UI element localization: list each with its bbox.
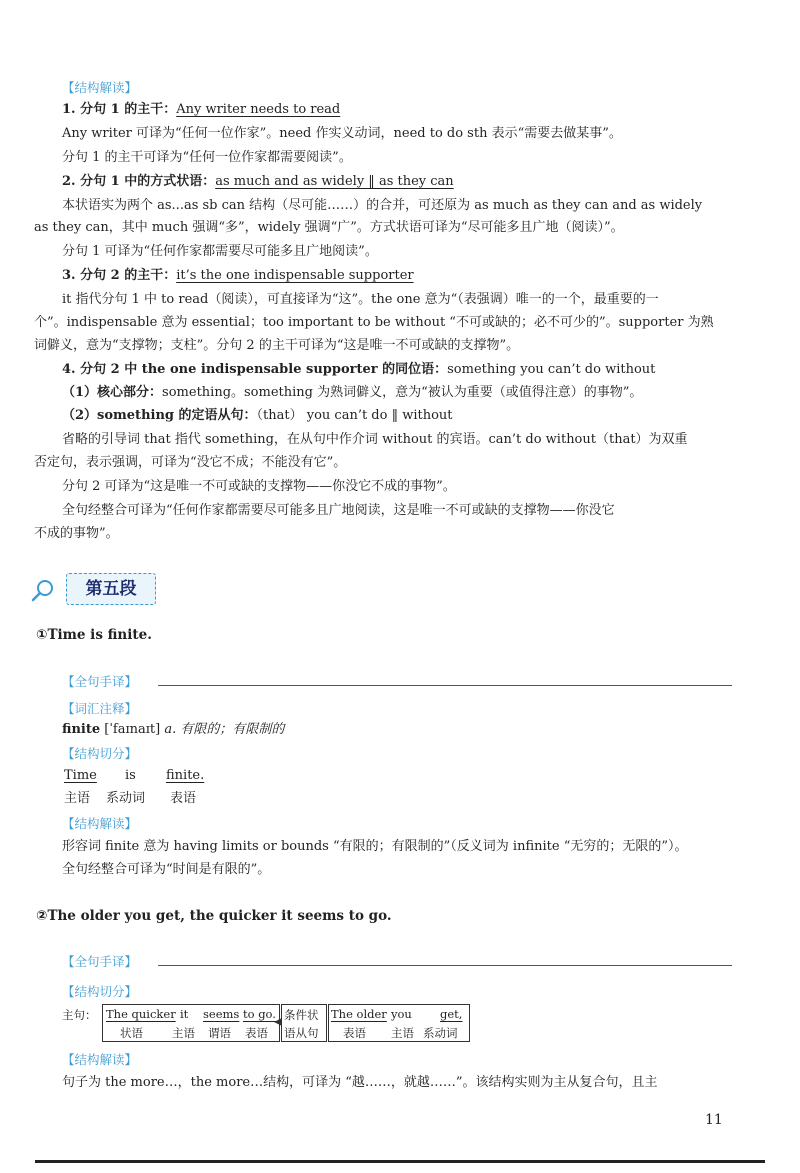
paragraph: 否定句，表示强调，可译为“没它不成；不能没有它”。 [34, 455, 347, 470]
paragraph: 个”。indispensable 意为 essential；too important to be without “不可或缺的；必不可少的”。supporter 为熟 [34, 315, 714, 330]
main-role: 表语 [245, 1026, 268, 1040]
paragraph: 不成的事物”。 [34, 526, 119, 541]
footer-rule [35, 1160, 765, 1163]
point-1-english: Any writer needs to read [176, 102, 341, 117]
main-role: 状语 [120, 1026, 143, 1040]
cut-word: Time [64, 768, 97, 783]
cut-tag: 【结构切分】 [62, 746, 138, 761]
sub-label: 语从句 [284, 1026, 319, 1040]
paragraph: 全句经整合可译为“任何作家都需要尽可能多且广地阅读，这是唯一不可或缺的支撑物——你没它 [62, 503, 615, 518]
main-word: it [180, 1007, 189, 1021]
vocab-phonetic: [ˈfaɪnaɪt] [104, 722, 161, 737]
paragraph: 句子为 the more…，the more…结构，可译为 “越……，就越……”。该结构实则为主从复合句，且主 [62, 1075, 658, 1090]
structure-reading-tag: 【结构解读】 [62, 80, 138, 95]
sub-word: The older [331, 1007, 387, 1021]
section-title: 第五段 [66, 573, 156, 605]
sentence-1 [36, 626, 152, 644]
point-4-1-heading: （1）核心部分： [62, 385, 163, 400]
main-word: seems [203, 1007, 240, 1021]
main-word: to go. [243, 1007, 276, 1021]
arrow-left-icon [274, 1018, 286, 1026]
point-4-1-text: something。something 为熟词僻义，意为“被认为重要（或值得注意）的事物”。 [162, 385, 643, 400]
point-4-2-text: （that） you can’t do ‖ without [256, 408, 453, 423]
translate-tag: 【全句手译】 [62, 954, 138, 969]
point-4-heading: 4. 分句 2 中 the one indispensable supporter 的同位语： [62, 362, 448, 377]
paragraph: 形容词 finite 意为 having limits or bounds “有限的；有限制的”（反义词为 infinite “无穷的；无限的”）。 [62, 839, 688, 854]
sub-role: 主语 [391, 1026, 414, 1040]
point-2-heading: 2. 分句 1 中的方式状语： [62, 174, 216, 189]
structure-diagram [62, 1004, 482, 1044]
vocab-definition: a. 有限的；有限制的 [164, 722, 285, 737]
translation-answer-line[interactable] [158, 965, 732, 966]
paragraph: 分句 2 可译为“这是唯一不可或缺的支撑物——你没它不成的事物”。 [62, 479, 456, 494]
section-header [30, 570, 160, 610]
paragraph: 全句经整合可译为“时间是有限的”。 [62, 862, 271, 877]
sentence-2 [36, 907, 392, 925]
point-4-2 [62, 407, 453, 425]
vocab-word: finite [62, 722, 101, 737]
cut-word: is [125, 768, 136, 783]
main-clause-label: 主句： [62, 1008, 97, 1022]
structure-reading-tag: 【结构解读】 [62, 1052, 138, 1067]
paragraph: 分句 1 的主干可译为“任何一位作家都需要阅读”。 [62, 150, 352, 165]
cut-role: 系动词 [106, 791, 146, 806]
point-4-tail: something you can’t do without [447, 362, 656, 377]
point-4-2-heading: （2）something 的定语从句： [62, 408, 257, 423]
main-word: The quicker [106, 1007, 176, 1021]
main-role: 主语 [172, 1026, 195, 1040]
paragraph: Any writer 可译为“任何一位作家”。need 作实义动词，need to do sth 表示“需要去做某事”。 [62, 126, 622, 141]
translation-answer-line[interactable] [158, 685, 732, 686]
structure-reading-tag: 【结构解读】 [62, 816, 138, 831]
sub-role: 系动词 [423, 1026, 458, 1040]
vocab-entry [62, 721, 284, 739]
page-number: 11 [705, 1112, 723, 1128]
paragraph: 分句 1 可译为“任何作家都需要尽可能多且广地阅读”。 [62, 244, 378, 259]
sub-word: you [391, 1007, 412, 1021]
sub-label: 条件状 [284, 1008, 319, 1022]
point-1-heading: 1. 分句 1 的主干： [62, 102, 177, 117]
point-3-heading: 3. 分句 2 的主干： [62, 268, 177, 283]
paragraph: 省略的引导词 that 指代 something，在从句中作介词 without 的宾语。can’t do without（that）为双重 [62, 432, 688, 447]
cut-tag: 【结构切分】 [62, 984, 138, 999]
cut-role: 表语 [170, 791, 197, 806]
paragraph: 词僻义，意为“支撑物；支柱”。分句 2 的主干可译为“这是唯一不可或缺的支撑物”。 [34, 338, 520, 353]
cut-word: finite. [166, 768, 205, 783]
paragraph: as they can，其中 much 强调“多”，widely 强调“广”。方式状语可译为“尽可能多且广地（阅读）”。 [34, 220, 624, 235]
sentence-text: The older you get, the quicker it seems to go. [47, 908, 392, 924]
sentence-number: ① [36, 627, 48, 643]
paragraph: it 指代分句 1 中 to read（阅读），可直接译为“这”。the one 意为“（表强调）唯一的一个，最重要的一 [62, 292, 659, 307]
vocab-tag: 【词汇注释】 [62, 701, 138, 716]
sentence-text: Time is finite. [47, 627, 152, 643]
sub-word: get, [440, 1007, 463, 1021]
sentence-number: ② [36, 908, 48, 924]
point-3 [62, 267, 414, 285]
cut-role: 主语 [64, 791, 91, 806]
point-4-1 [62, 384, 642, 402]
point-1 [62, 101, 340, 119]
point-4 [62, 361, 655, 379]
sub-role: 表语 [343, 1026, 366, 1040]
translate-tag: 【全句手译】 [62, 674, 138, 689]
point-2 [62, 173, 454, 191]
point-3-english: it’s the one indispensable supporter [176, 268, 414, 283]
main-role: 谓语 [208, 1026, 231, 1040]
paragraph: 本状语实为两个 as...as sb can 结构（尽可能……）的合并，可还原为 as much as they can and as widely [62, 198, 703, 213]
magnifier-icon [30, 578, 56, 604]
point-2-english: as much and as widely ‖ as they can [215, 174, 454, 189]
